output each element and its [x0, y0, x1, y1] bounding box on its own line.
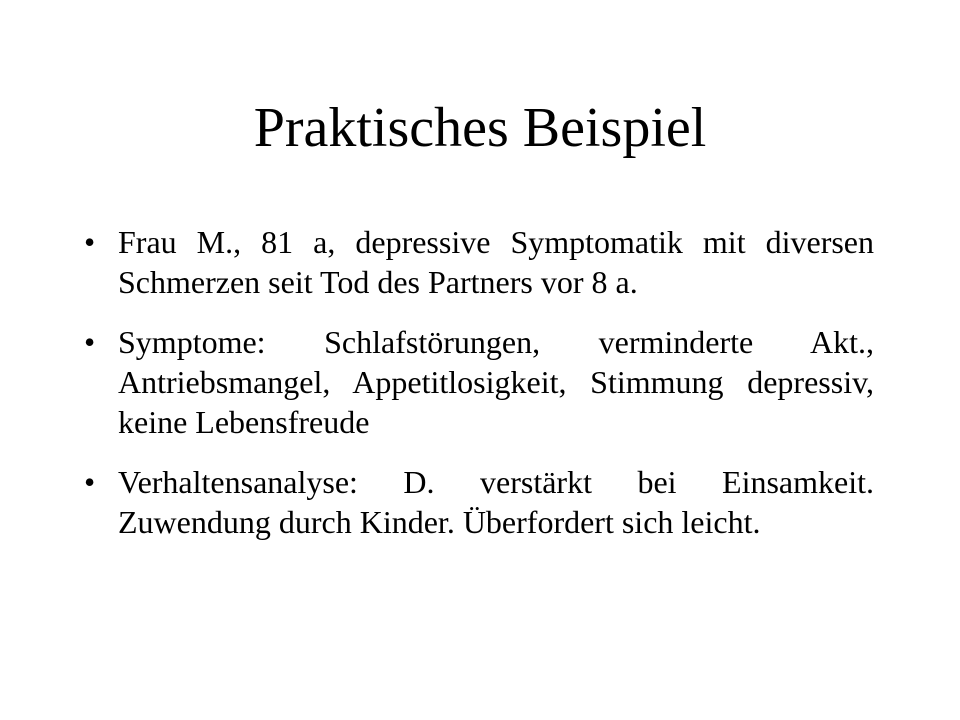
bullet-item	[84, 322, 874, 442]
slide-title: Praktisches Beispiel	[253, 97, 707, 159]
bullet-icon: •	[84, 464, 96, 500]
bullet-icon: •	[84, 324, 96, 360]
bullet-item	[84, 462, 874, 542]
bullet-list	[84, 222, 874, 562]
bullet-text: Frau M., 81 a, depressive Symptomatik mit diversen Schmerzen seit Tod des Partners vor 8 a.	[118, 224, 874, 300]
bullet-text: Symptome: Schlafstörungen, verminderte Akt., Antriebsmangel, Appetitlosigkeit, Stimmung depressiv, keine Lebensfreude	[118, 324, 874, 440]
bullet-item	[84, 222, 874, 302]
bullet-text: Verhaltensanalyse: D. verstärkt bei Einsamkeit. Zuwendung durch Kinder. Überfordert sich leicht.	[118, 464, 874, 540]
bullet-icon: •	[84, 224, 96, 260]
